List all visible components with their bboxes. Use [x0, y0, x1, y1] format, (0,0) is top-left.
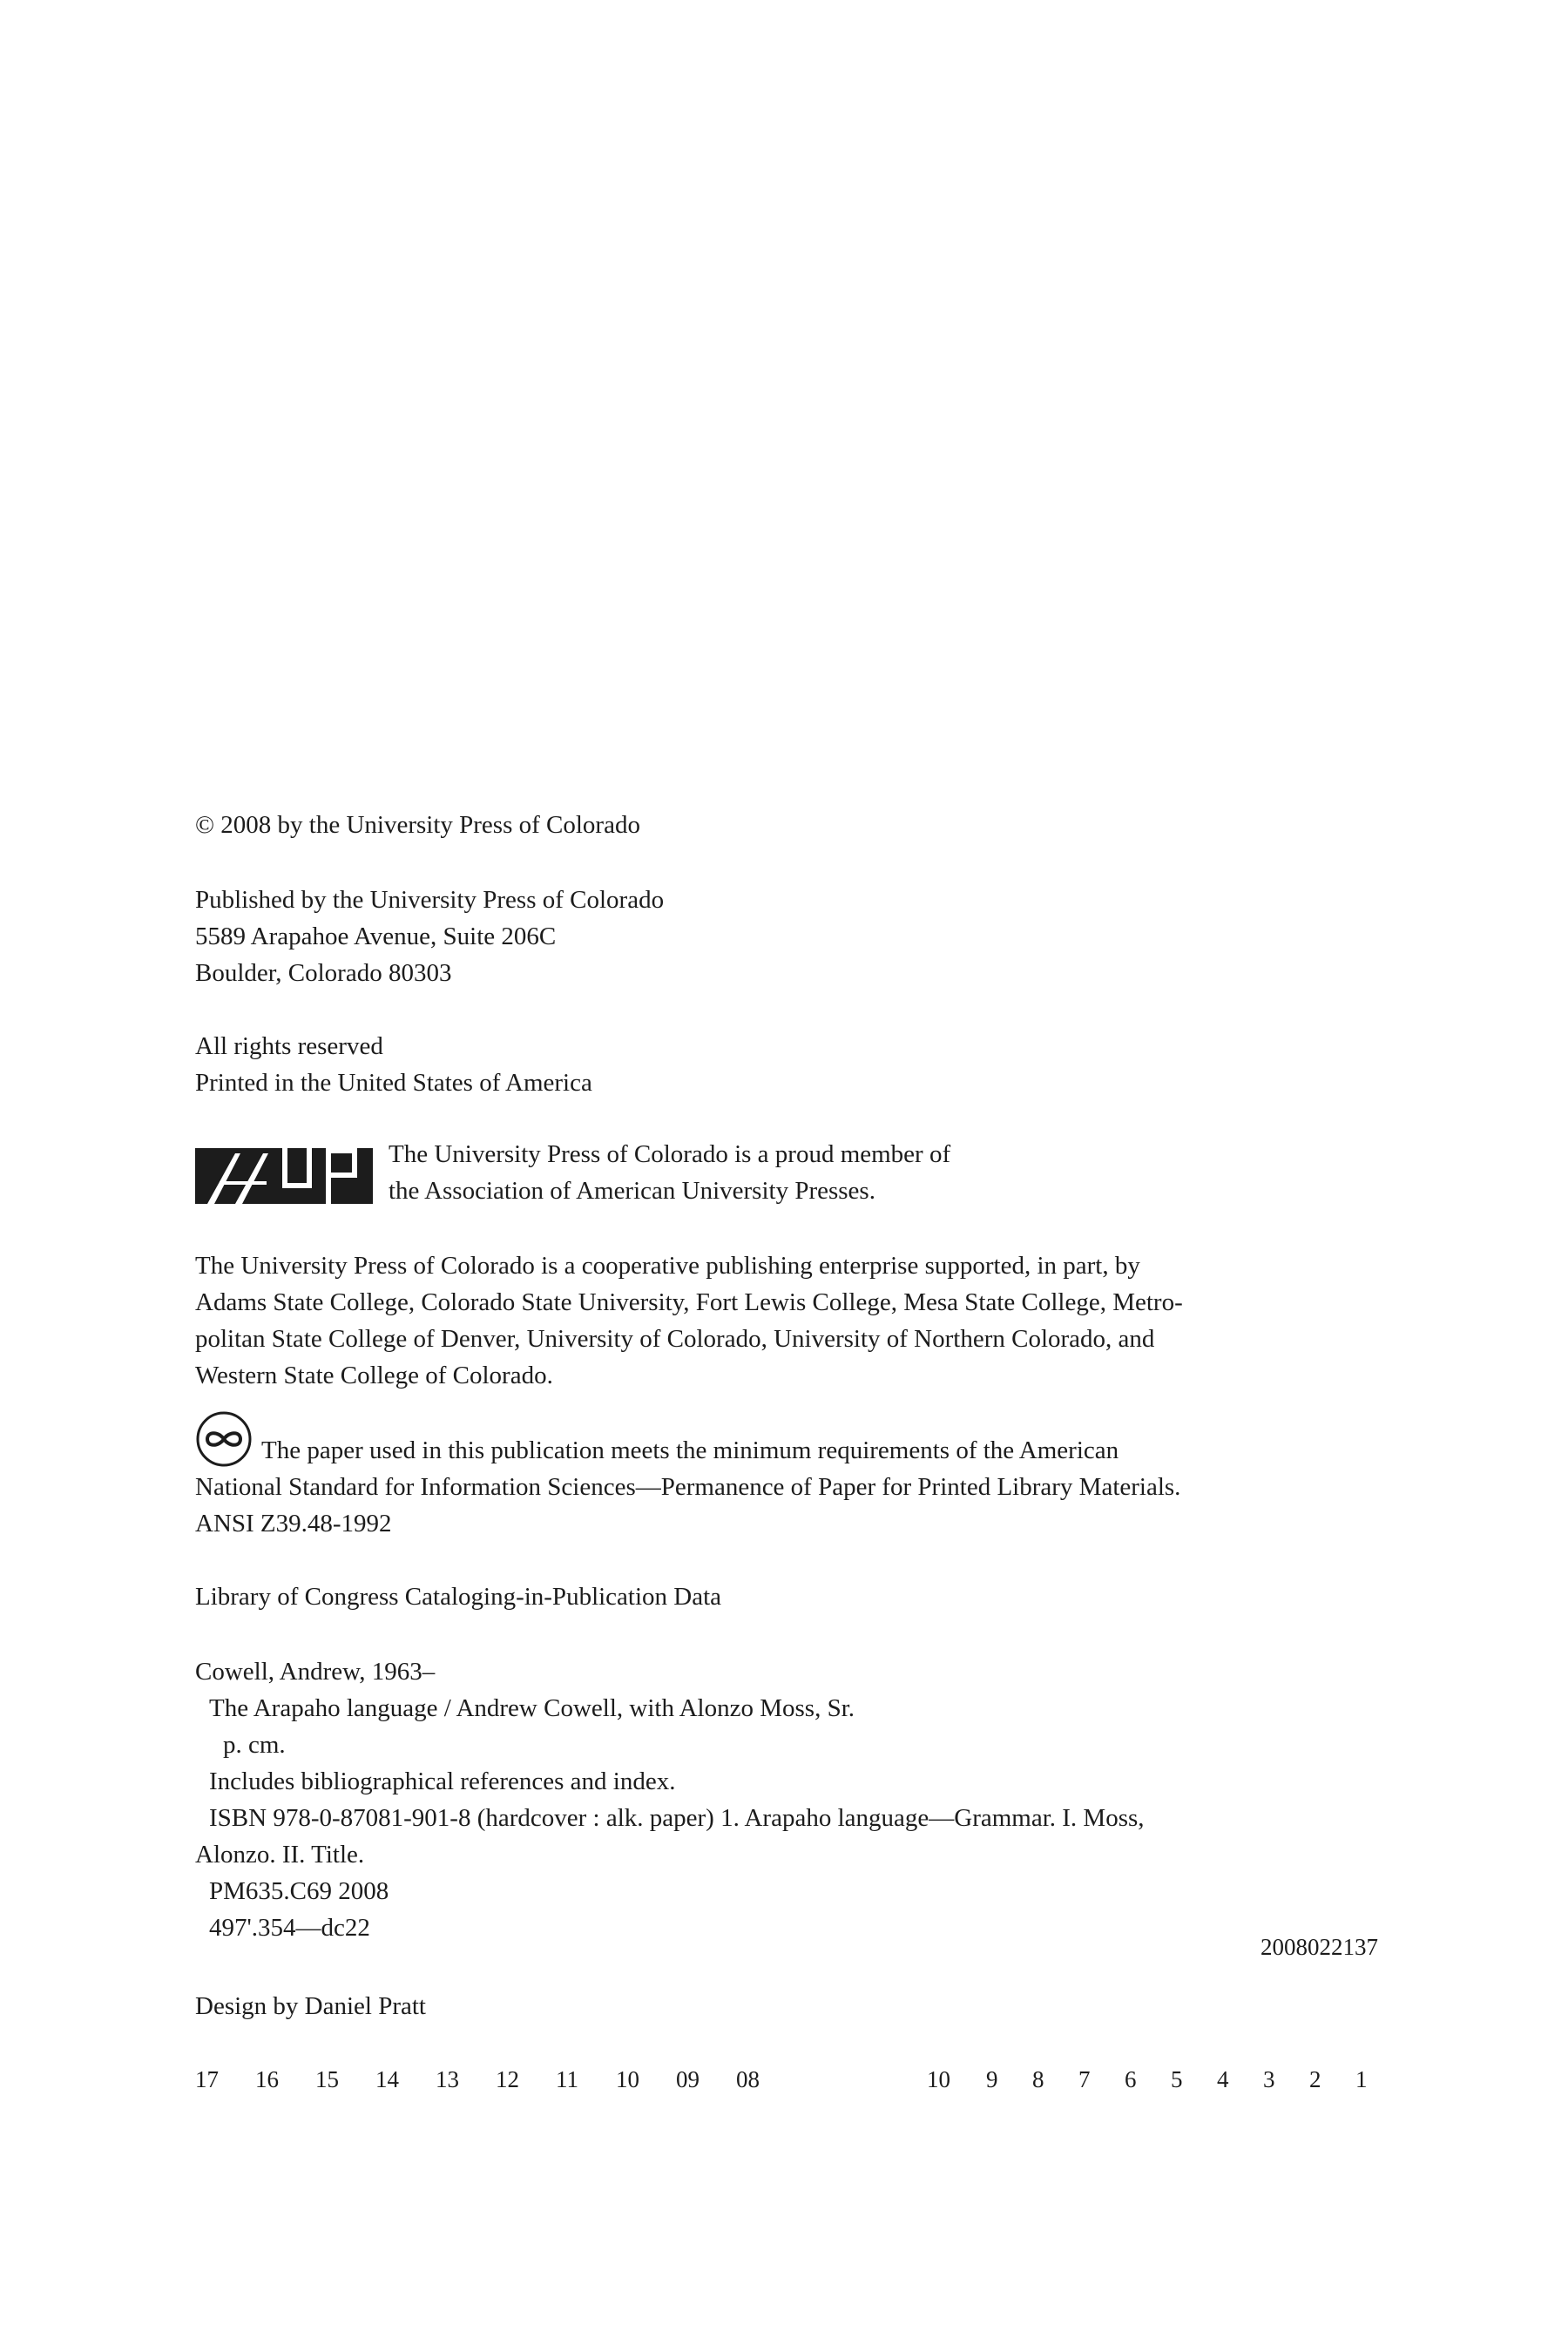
print-year: 16 [255, 2066, 279, 2092]
rights-block [195, 1028, 592, 1101]
printing-number: 8 [1032, 2066, 1044, 2092]
publisher-line: Published by the University Press of Colorado [195, 886, 665, 914]
aaup-membership [389, 1136, 950, 1209]
printing-number: 4 [1217, 2066, 1229, 2092]
printing-number: 6 [1125, 2066, 1137, 2092]
print-year: 09 [676, 2066, 700, 2092]
printing-number: 5 [1171, 2066, 1183, 2092]
printing-number: 1 [1355, 2066, 1368, 2092]
print-year: 15 [315, 2066, 339, 2092]
print-year: 13 [436, 2066, 459, 2092]
aaup-line-2: the Association of American University Presses. [389, 1177, 875, 1205]
paper-permanence-notice [195, 1432, 1180, 1542]
rights-reserved: All rights reserved [195, 1032, 383, 1060]
cooperative-line: Western State College of Colorado. [195, 1362, 553, 1389]
print-year: 17 [195, 2066, 219, 2092]
print-year: 10 [616, 2066, 639, 2092]
cip-isbn: ISBN 978-0-87081-901-8 (hardcover : alk. paper) 1. Arapaho language—Grammar. I. Moss, [209, 1804, 1145, 1832]
aaup-line-1: The University Press of Colorado is a proud member of [389, 1140, 951, 1168]
print-year: 12 [496, 2066, 519, 2092]
cip-isbn-cont: Alonzo. II. Title. [195, 1841, 365, 1869]
publisher-block [195, 882, 664, 991]
cip-heading: Library of Congress Cataloging-in-Publication Data [195, 1583, 722, 1611]
printing-number-line [927, 2061, 1368, 2098]
lccn-number: 2008022137 [1260, 1934, 1378, 1960]
cip-notes: Includes bibliographical references and index. [209, 1767, 676, 1795]
publisher-street: 5589 Arapahoe Avenue, Suite 206C [195, 923, 557, 950]
aaup-logo-text: AAUP [195, 1148, 198, 1149]
cip-pages: p. cm. [223, 1731, 286, 1759]
cip-title: The Arapaho language / Andrew Cowell, with Alonzo Moss, Sr. [209, 1694, 855, 1722]
copyright-line: © 2008 by the University Press of Colorado [195, 811, 640, 839]
cooperative-line: Adams State College, Colorado State University, Fort Lewis College, Mesa State College, Metro- [195, 1288, 1183, 1316]
paper-line-3: ANSI Z39.48-1992 [195, 1510, 392, 1538]
print-year: 14 [375, 2066, 399, 2092]
printing-number: 3 [1263, 2066, 1275, 2092]
print-year-line [195, 2061, 760, 2098]
print-year: 08 [736, 2066, 760, 2092]
printing-number: 7 [1078, 2066, 1091, 2092]
printing-number: 2 [1309, 2066, 1321, 2092]
cip-dewey: 497'.354—dc22 [209, 1914, 370, 1942]
paper-line-2: National Standard for Information Sciences—Permanence of Paper for Printed Library Materials. [195, 1473, 1181, 1501]
aaup-logo [195, 1148, 373, 1204]
cip-author: Cowell, Andrew, 1963– [195, 1658, 436, 1686]
publisher-city: Boulder, Colorado 80303 [195, 959, 452, 987]
cooperative-line: The University Press of Colorado is a cooperative publishing enterprise supported, in part, by [195, 1252, 1140, 1280]
design-credit: Design by Daniel Pratt [195, 1992, 426, 2020]
printing-number: 10 [927, 2066, 950, 2092]
cooperative-statement [195, 1247, 1183, 1394]
printed-in: Printed in the United States of America [195, 1069, 592, 1097]
printing-number: 9 [986, 2066, 998, 2092]
cooperative-line: politan State College of Denver, University of Colorado, University of Northern Colorado, and [195, 1325, 1155, 1353]
cip-record [195, 1653, 1145, 1946]
cip-call-number: PM635.C69 2008 [209, 1877, 389, 1905]
print-year: 11 [556, 2066, 578, 2092]
paper-line-1: The paper used in this publication meets the minimum requirements of the American [261, 1436, 1119, 1464]
